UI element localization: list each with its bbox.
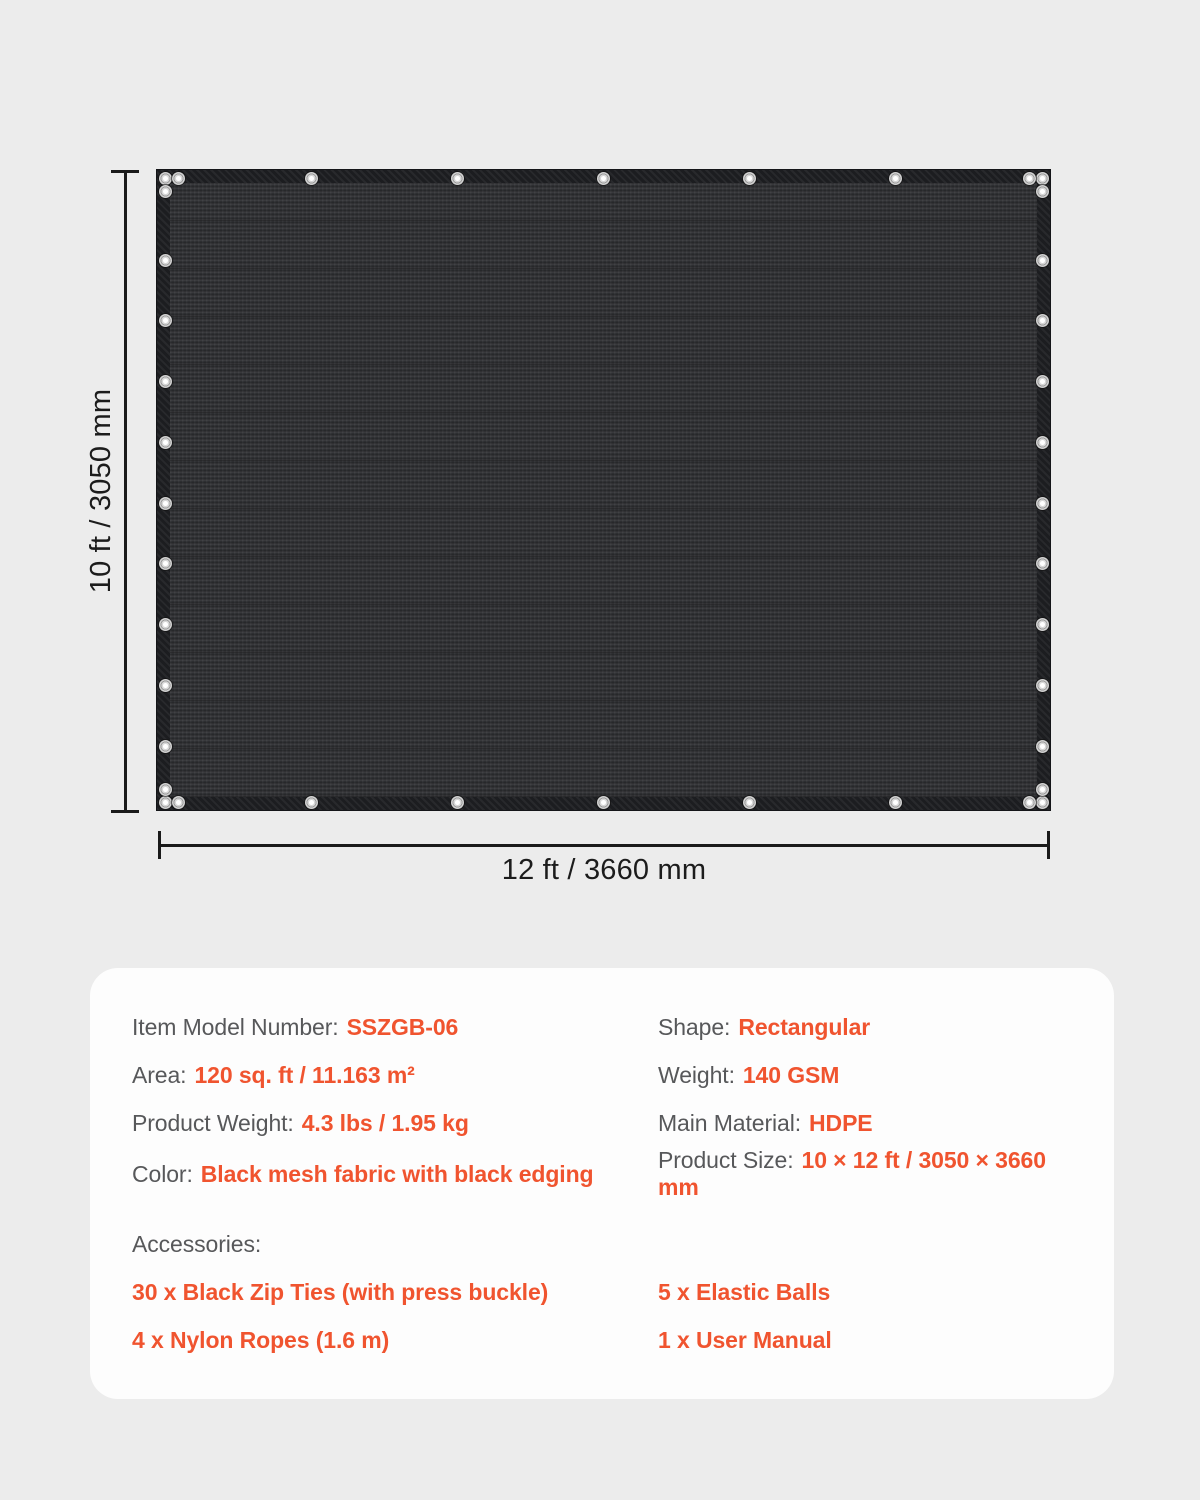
accessories-rows [132, 1268, 1084, 1364]
grommet [1036, 375, 1049, 388]
spec-row [132, 1147, 1084, 1200]
height-dimension-label: 10 ft / 3050 mm [85, 388, 117, 594]
spec-value: Rectangular [738, 1013, 871, 1040]
grommet [1036, 314, 1049, 327]
spec-cell [132, 1062, 658, 1089]
spec-label: Main Material: [658, 1109, 802, 1136]
spec-row [132, 1051, 1084, 1099]
grommet [597, 796, 610, 809]
grommet [1036, 679, 1049, 692]
spec-label: Weight: [658, 1061, 735, 1088]
grommet [159, 618, 172, 631]
grommet [159, 796, 172, 809]
spec-cell [132, 1014, 658, 1041]
spec-label: Product Size: [658, 1147, 794, 1173]
grommet [159, 783, 172, 796]
spec-label: Product Weight: [132, 1109, 294, 1136]
accessory-row [132, 1268, 1084, 1316]
grommet [159, 314, 172, 327]
accessory-item: 30 x Black Zip Ties (with press buckle) [132, 1278, 549, 1305]
accessory-item: 4 x Nylon Ropes (1.6 m) [132, 1326, 390, 1353]
grommet [597, 172, 610, 185]
spec-cell [132, 1161, 658, 1188]
grommet [305, 796, 318, 809]
grommet [1036, 783, 1049, 796]
spec-cell [132, 1110, 658, 1137]
accessory-row [132, 1316, 1084, 1364]
grommet [1036, 254, 1049, 267]
grommet [1036, 740, 1049, 753]
grommet [159, 679, 172, 692]
grommet [451, 796, 464, 809]
grommet [159, 254, 172, 267]
grommet [743, 796, 756, 809]
dimension-line [158, 844, 1050, 847]
grommet [1036, 557, 1049, 570]
spec-row [132, 1099, 1084, 1147]
width-dimension-label: 12 ft / 3660 mm [501, 854, 707, 886]
spec-value: Black mesh fabric with black edging [200, 1160, 594, 1187]
grommet [305, 172, 318, 185]
grommet [159, 436, 172, 449]
grommet [172, 796, 185, 809]
spec-value: 120 sq. ft / 11.163 m² [194, 1061, 415, 1088]
grommet [451, 172, 464, 185]
dimension-line [124, 170, 127, 813]
grommet [1023, 796, 1036, 809]
shade-cloth-diagram [157, 170, 1050, 810]
grommet [159, 172, 172, 185]
spec-label: Shape: [658, 1013, 731, 1040]
grommet [743, 172, 756, 185]
dimension-cap [111, 810, 139, 813]
grommet [159, 497, 172, 510]
spec-value: HDPE [809, 1109, 873, 1136]
spec-cell [658, 1014, 1084, 1041]
spec-cell [658, 1062, 1084, 1089]
spec-label: Color: [132, 1160, 193, 1187]
grommet [159, 375, 172, 388]
grommet [1036, 618, 1049, 631]
grommet [1036, 185, 1049, 198]
spec-label: Area: [132, 1061, 187, 1088]
grommet [889, 172, 902, 185]
grommet [172, 172, 185, 185]
grommet [1023, 172, 1036, 185]
accessory-item: 5 x Elastic Balls [658, 1278, 831, 1305]
grommet [1036, 172, 1049, 185]
grommet [159, 557, 172, 570]
grommet [159, 185, 172, 198]
spec-card [90, 968, 1114, 1399]
spec-cell [658, 1110, 1084, 1137]
grommet [889, 796, 902, 809]
grommet [159, 740, 172, 753]
spec-value: 10 × 12 ft / 3050 × 3660 mm [658, 1147, 1046, 1200]
spec-value: 140 GSM [742, 1061, 840, 1088]
mesh-fabric [170, 183, 1037, 797]
spec-rows [132, 1003, 1084, 1200]
grommet [1036, 796, 1049, 809]
grommet [1036, 436, 1049, 449]
spec-value: SSZGB-06 [346, 1013, 459, 1040]
spec-value: 4.3 lbs / 1.95 kg [301, 1109, 469, 1136]
spec-label: Item Model Number: [132, 1013, 339, 1040]
grommet [1036, 497, 1049, 510]
spec-cell [658, 1147, 1084, 1201]
accessories-heading: Accessories: [132, 1231, 262, 1257]
accessory-item: 1 x User Manual [658, 1326, 832, 1353]
spec-row [132, 1003, 1084, 1051]
